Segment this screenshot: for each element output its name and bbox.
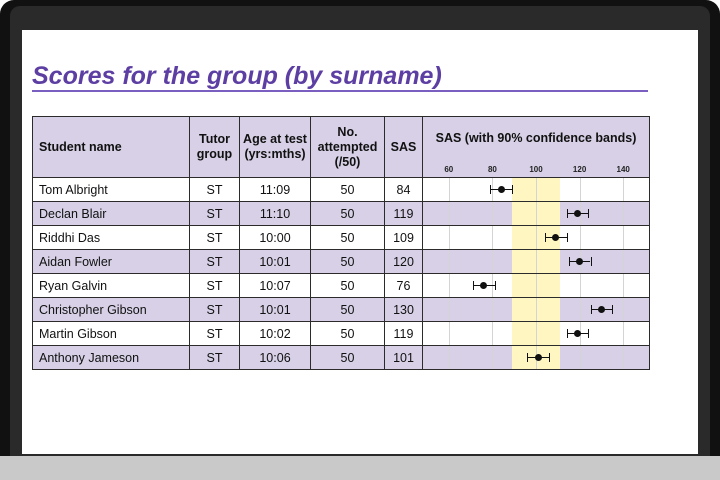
header-sas: SAS [385, 117, 423, 178]
x-tick-label: 60 [444, 165, 454, 174]
sas-chart-cell [423, 298, 650, 322]
sas-score: 101 [385, 346, 423, 370]
confidence-cap [591, 305, 592, 314]
device-base [0, 456, 720, 480]
header-age-line2: (yrs:mths) [244, 147, 306, 161]
sas-chart-cell [423, 322, 650, 346]
student-name: Ryan Galvin [33, 274, 190, 298]
header-tutor-line1: Tutor [198, 132, 230, 146]
sas-score: 109 [385, 226, 423, 250]
tutor-group: ST [190, 274, 240, 298]
header-attempted-line2: attempted [317, 139, 378, 154]
no-attempted: 50 [311, 250, 385, 274]
age-at-test: 10:00 [240, 226, 311, 250]
gridline [492, 202, 493, 225]
gridline [536, 178, 537, 201]
header-tutor-group [190, 117, 240, 178]
x-tick-label: 120 [572, 165, 587, 174]
no-attempted: 50 [311, 202, 385, 226]
gridline [492, 346, 493, 369]
gridline [623, 322, 624, 345]
header-attempted-line3: (/50) [334, 154, 361, 169]
gridline [580, 298, 581, 321]
no-attempted: 50 [311, 178, 385, 202]
gridline [580, 178, 581, 201]
confidence-cap [490, 185, 491, 194]
gridline [449, 298, 450, 321]
chart-title: SAS (with 90% confidence bands) [435, 131, 637, 145]
student-name: Christopher Gibson [33, 298, 190, 322]
sas-score: 76 [385, 274, 423, 298]
gridline [623, 250, 624, 273]
page-title: Scores for the group (by surname) [32, 62, 442, 90]
gridline [492, 322, 493, 345]
table-row [33, 178, 650, 202]
sas-chart-cell [423, 202, 650, 226]
gridline [536, 226, 537, 249]
confidence-cap [591, 257, 592, 266]
confidence-cap [588, 329, 589, 338]
tutor-group: ST [190, 202, 240, 226]
sas-score: 84 [385, 178, 423, 202]
age-at-test: 11:09 [240, 178, 311, 202]
tutor-group: ST [190, 178, 240, 202]
no-attempted: 50 [311, 346, 385, 370]
gridline [536, 298, 537, 321]
header-age-at-test [240, 117, 311, 178]
x-tick-label: 100 [529, 165, 543, 174]
student-name: Tom Albright [33, 178, 190, 202]
gridline [580, 346, 581, 369]
no-attempted: 50 [311, 298, 385, 322]
confidence-cap [545, 233, 546, 242]
tutor-group: ST [190, 322, 240, 346]
gridline [449, 322, 450, 345]
table-row [33, 250, 650, 274]
header-tutor-line2: group [196, 147, 233, 161]
gridline [623, 226, 624, 249]
gridline [492, 226, 493, 249]
table-row [33, 274, 650, 298]
sas-chart-cell [423, 178, 650, 202]
title-underline [32, 90, 648, 92]
confidence-cap [495, 281, 496, 290]
gridline [449, 178, 450, 201]
confidence-cap [567, 329, 568, 338]
age-at-test: 10:07 [240, 274, 311, 298]
sas-point [498, 186, 505, 193]
gridline [623, 274, 624, 297]
header-age-line1: Age at test [243, 132, 307, 146]
sas-point [574, 330, 581, 337]
header-no-attempted [311, 117, 385, 178]
gridline [623, 178, 624, 201]
gridline [449, 202, 450, 225]
student-name: Martin Gibson [33, 322, 190, 346]
scores-table [32, 116, 650, 370]
no-attempted: 50 [311, 322, 385, 346]
age-at-test: 10:02 [240, 322, 311, 346]
confidence-cap [549, 353, 550, 362]
sas-chart-cell [423, 274, 650, 298]
table-row [33, 322, 650, 346]
confidence-cap [567, 209, 568, 218]
sas-score: 130 [385, 298, 423, 322]
student-name: Riddhi Das [33, 226, 190, 250]
student-name: Aidan Fowler [33, 250, 190, 274]
gridline [536, 274, 537, 297]
header-row [33, 117, 650, 178]
header-student-name: Student name [33, 117, 190, 178]
student-name: Anthony Jameson [33, 346, 190, 370]
sas-point [574, 210, 581, 217]
table-row [33, 346, 650, 370]
header-attempted-line1: No. [337, 124, 358, 139]
tutor-group: ST [190, 250, 240, 274]
sas-chart-cell [423, 250, 650, 274]
gridline [580, 274, 581, 297]
age-at-test: 11:10 [240, 202, 311, 226]
gridline [449, 226, 450, 249]
gridline [449, 274, 450, 297]
confidence-cap [612, 305, 613, 314]
sas-score: 119 [385, 202, 423, 226]
gridline [536, 250, 537, 273]
gridline [492, 250, 493, 273]
confidence-cap [527, 353, 528, 362]
sas-chart-cell [423, 346, 650, 370]
gridline [449, 250, 450, 273]
gridline [580, 226, 581, 249]
sas-point [535, 354, 542, 361]
confidence-cap [588, 209, 589, 218]
age-at-test: 10:01 [240, 298, 311, 322]
gridline [449, 346, 450, 369]
sas-point [576, 258, 583, 265]
gridline [623, 346, 624, 369]
gridline [492, 298, 493, 321]
student-name: Declan Blair [33, 202, 190, 226]
sas-score: 119 [385, 322, 423, 346]
tutor-group: ST [190, 226, 240, 250]
confidence-cap [569, 257, 570, 266]
no-attempted: 50 [311, 226, 385, 250]
x-tick-label: 140 [616, 165, 630, 174]
table-row [33, 226, 650, 250]
table-row [33, 298, 650, 322]
gridline [536, 202, 537, 225]
chart-axis [423, 117, 649, 177]
sas-chart-cell [423, 226, 650, 250]
sas-point [598, 306, 605, 313]
tutor-group: ST [190, 346, 240, 370]
age-at-test: 10:06 [240, 346, 311, 370]
sas-point [480, 282, 487, 289]
sas-score: 120 [385, 250, 423, 274]
table-row [33, 202, 650, 226]
gridline [623, 202, 624, 225]
gridline [623, 298, 624, 321]
age-at-test: 10:01 [240, 250, 311, 274]
confidence-cap [567, 233, 568, 242]
tutor-group: ST [190, 298, 240, 322]
no-attempted: 50 [311, 274, 385, 298]
x-tick-label: 80 [487, 165, 497, 174]
confidence-cap [473, 281, 474, 290]
gridline [536, 322, 537, 345]
header-sas-chart [423, 117, 650, 178]
confidence-cap [512, 185, 513, 194]
